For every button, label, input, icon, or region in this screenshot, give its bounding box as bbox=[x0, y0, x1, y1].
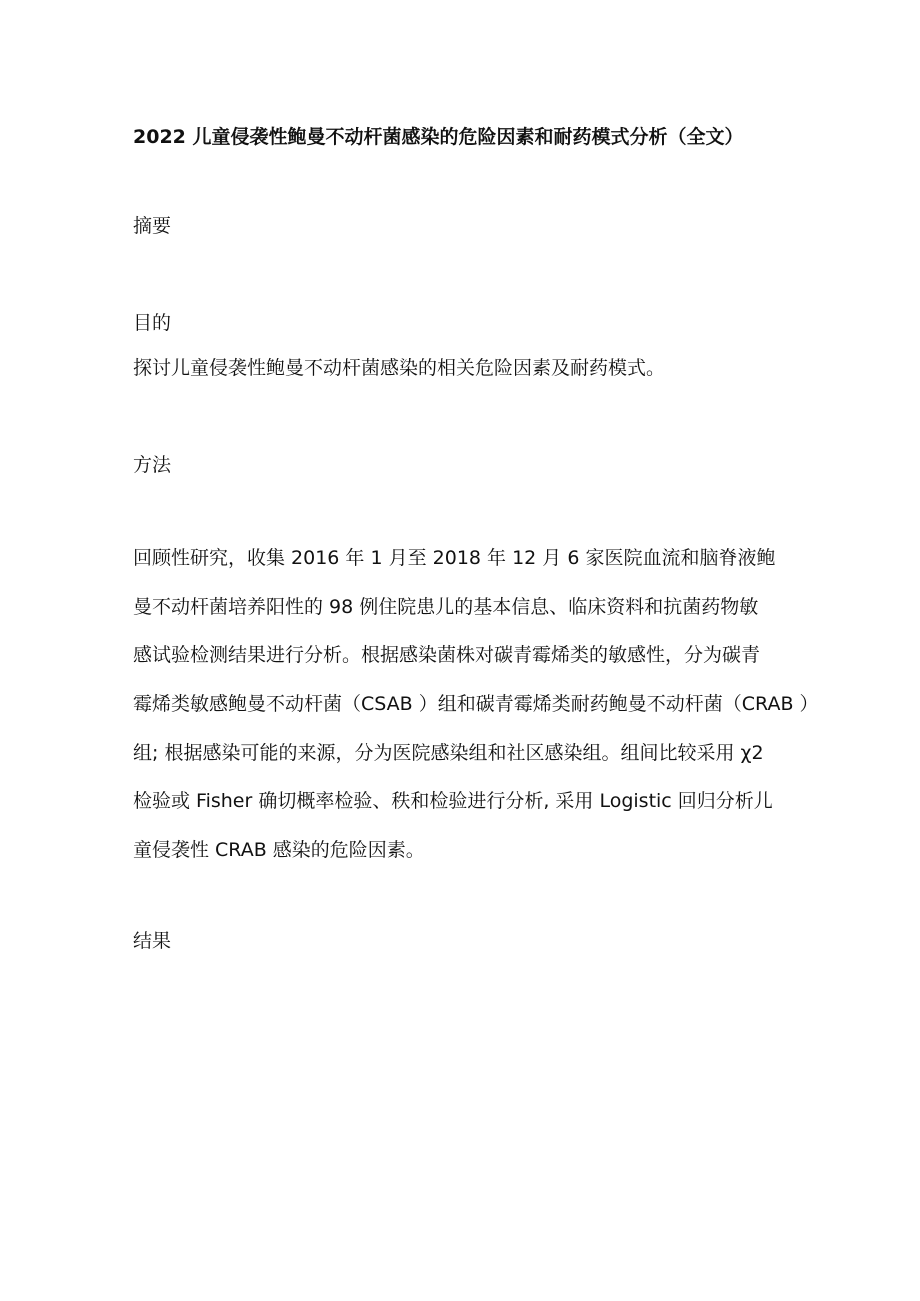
objective-text: 探讨儿童侵袭性鲍曼不动杆菌感染的相关危险因素及耐药模式。 bbox=[133, 357, 666, 379]
methods-line: 曼不动杆菌培养阳性的 98 例住院患儿的基本信息、临床资料和抗菌药物敏 bbox=[133, 595, 759, 618]
methods-line: 童侵袭性 CRAB 感染的危险因素。 bbox=[133, 839, 425, 862]
objective-heading: 目的 bbox=[133, 312, 172, 334]
objective-paragraph bbox=[133, 354, 803, 403]
document-title: 2022 儿童侵袭性鲍曼不动杆菌感染的危险因素和耐药模式分析（全文） bbox=[133, 126, 744, 148]
results-heading: 结果 bbox=[133, 930, 172, 952]
methods-line: 霉烯类敏感鲍曼不动杆菌（CSAB ）组和碳青霉烯类耐药鲍曼不动杆菌（CRAB ） bbox=[133, 693, 819, 716]
methods-paragraph bbox=[133, 544, 819, 885]
abstract-heading: 摘要 bbox=[133, 215, 172, 237]
methods-line: 回顾性研究，收集 2016 年 1 月至 2018 年 12 月 6 家医院血流和脑脊液鲍 bbox=[133, 547, 776, 569]
methods-line: 组; 根据感染可能的来源，分为医院感染组和社区感染组。组间比较采用 χ2 bbox=[133, 741, 764, 764]
methods-heading: 方法 bbox=[133, 454, 172, 476]
methods-line: 检验或 Fisher 确切概率检验、秩和检验进行分析, 采用 Logistic 回归分析儿 bbox=[133, 790, 773, 813]
methods-line: 感试验检测结果进行分析。根据感染菌株对碳青霉烯类的敏感性，分为碳青 bbox=[133, 644, 761, 667]
